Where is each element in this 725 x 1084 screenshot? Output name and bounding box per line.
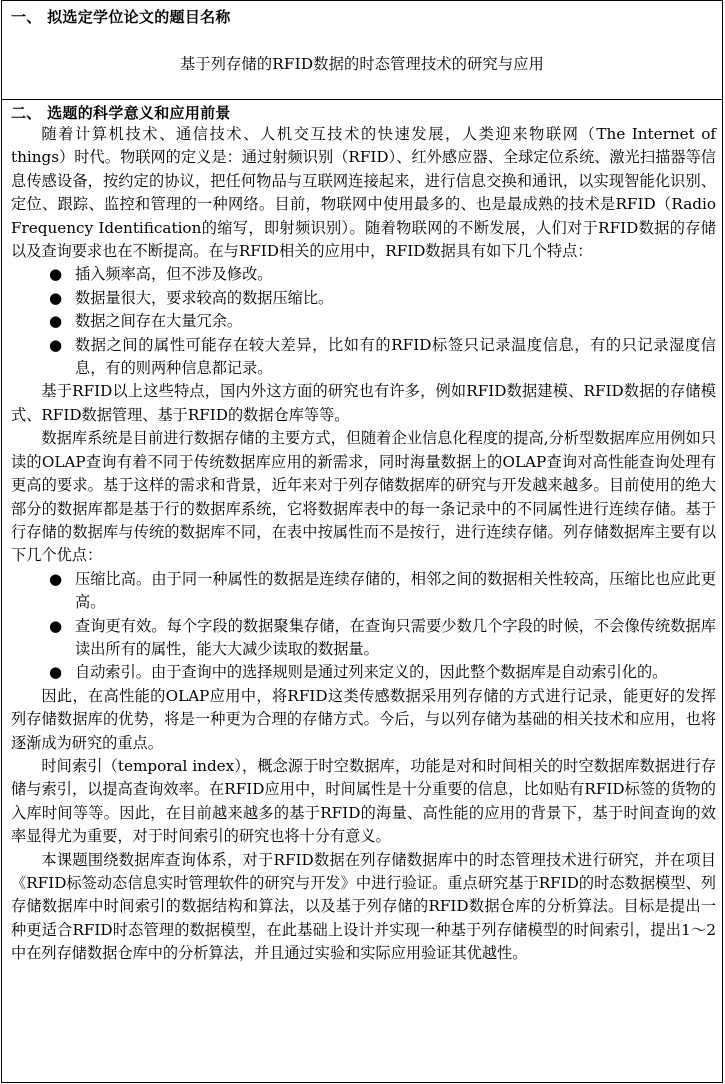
bullet-icon: ● — [49, 616, 63, 635]
document-page — [1, 0, 723, 1083]
bullet-icon: ● — [49, 663, 63, 682]
bullet-icon: ● — [49, 335, 63, 354]
list-item: ● 压缩比高。由于同一种属性的数据是连续存储的，相邻之间的数据相关性较高，压缩比也应此更高。 — [49, 569, 716, 612]
thesis-title: 基于列存储的RFID数据的时态管理技术的研究与应用 — [179, 55, 545, 73]
paragraph-1: 随着计算机技术、通信技术、人机交互技术的快速发展，人类迎来物联网（The Internet of things）时代。物联网的定义是：通过射频识别（RFID）、红外感应器、全球定位系统、激光扫描器等信息传感设备，按约定的协议，把任何物品与互联网连接起来，进行信息交换和通讯，以实现智能化识别、定位、跟踪、监控和管理的一种网络。目前，物联网中使用最多的、也是最成熟的技术是RFID（Radio Frequency Identification的缩写，即射频识别）。随着物联网的不断发展，人们对于RFID数据的存储以及查询要求也在不断提高。在与RFID相关的应用中，RFID数据具有如下几个特点： — [11, 125, 716, 261]
list-item: ● 插入频率高，但不涉及修改。 — [11, 263, 716, 286]
list-item: ● 数据之间存在大量冗余。 — [11, 310, 716, 333]
section2-body — [11, 123, 716, 966]
section-title-block — [2, 1, 722, 100]
paragraph-4: 因此，在高性能的OLAP应用中，将RFID这类传感数据采用列存储的方式进行记录，能更好的发挥列存储数据库的优势，将是一种更为合理的存储方式。今后，与以列存储为基础的相关技术和应用，也将逐渐成为研究的重点。 — [11, 686, 716, 752]
paragraph-3: 数据库系统是目前进行数据存储的主要方式，但随着企业信息化程度的提高,分析型数据库应用例如只读的OLAP查询有着不同于传统数据库应用的新需求，同时海量数据上的OLAP查询对高性能查询处理有更高的要求。基于这样的需求和背景，近年来对于列存储数据库的研究与开发越来越多。目前使用的绝大部分的数据库都是基于行的数据库系统，它将数据库表中的每一条记录中的不同属性进行连续存储。基于行存储的数据库与传统的数据库不同，在表中按属性而不是按行，进行连续存储。列存储数据库主要有以下几个优点： — [11, 429, 716, 565]
paragraph-2: 基于RFID以上这些特点，国内外这方面的研究也有许多，例如RFID数据建模、RFID数据的存储模式、RFID数据管理、基于RFID的数据仓库等等。 — [11, 382, 716, 424]
list-item: ● 数据量很大，要求较高的数据压缩比。 — [11, 287, 716, 310]
paragraph-6: 本课题围绕数据库查询体系，对于RFID数据在列存储数据库中的时态管理技术进行研究，并在项目《RFID标签动态信息实时管理软件的研究与开发》中进行验证。重点研究基于RFID的时态数据模型、列存储数据库中时间索引的数据结构和算法，以及基于列存储的RFID数据仓库的分析算法。目标是提出一种更适合RFID时态管理的数据模型，在此基础上设计并实现一种基于列存储模型的时间索引，提出1～2中在列存储数据仓库中的分析算法，并且通过实验和实际应用验证其优越性。 — [11, 850, 716, 963]
bullet-icon: ● — [49, 265, 63, 284]
paragraph-5: 时间索引（temporal index），概念源于时空数据库，功能是对和时间相关的时空数据库数据进行存储与索引，以提高查询效率。在RFID应用中，时间属性是十分重要的信息，比如贴有RFID标签的货物的入库时间等等。因此，在目前越来越多的基于RFID的海量、高性能的应用的背景下，基于时间查询的效率显得尤为重要，对于时间索引的研究也将十分有意义。 — [11, 756, 716, 846]
section2-heading: 二、 选题的科学意义和应用前景 — [11, 104, 231, 122]
rfid-features-list — [11, 263, 716, 380]
list-item: ● 自动索引。由于查询中的选择规则是通过列来定义的，因此整个数据库是自动索引化的。 — [11, 661, 716, 684]
list-item: ● 数据之间的属性可能存在较大差异，比如有的RFID标签只记录温度信息，有的只记录湿度信息，有的则两种信息都记录。 — [49, 335, 716, 378]
bullet-icon: ● — [49, 288, 63, 307]
bullet-icon: ● — [49, 569, 63, 588]
bullet-icon: ● — [49, 312, 63, 331]
list-item: ● 查询更有效。每个字段的数据聚集存储，在查询只需要少数几个字段的时候，不会像传统数据库读出所有的属性，能大大减少读取的数据量。 — [49, 616, 716, 658]
column-store-advantages-list — [11, 568, 716, 685]
section1-heading: 一、 拟选定学位论文的题目名称 — [11, 8, 231, 26]
